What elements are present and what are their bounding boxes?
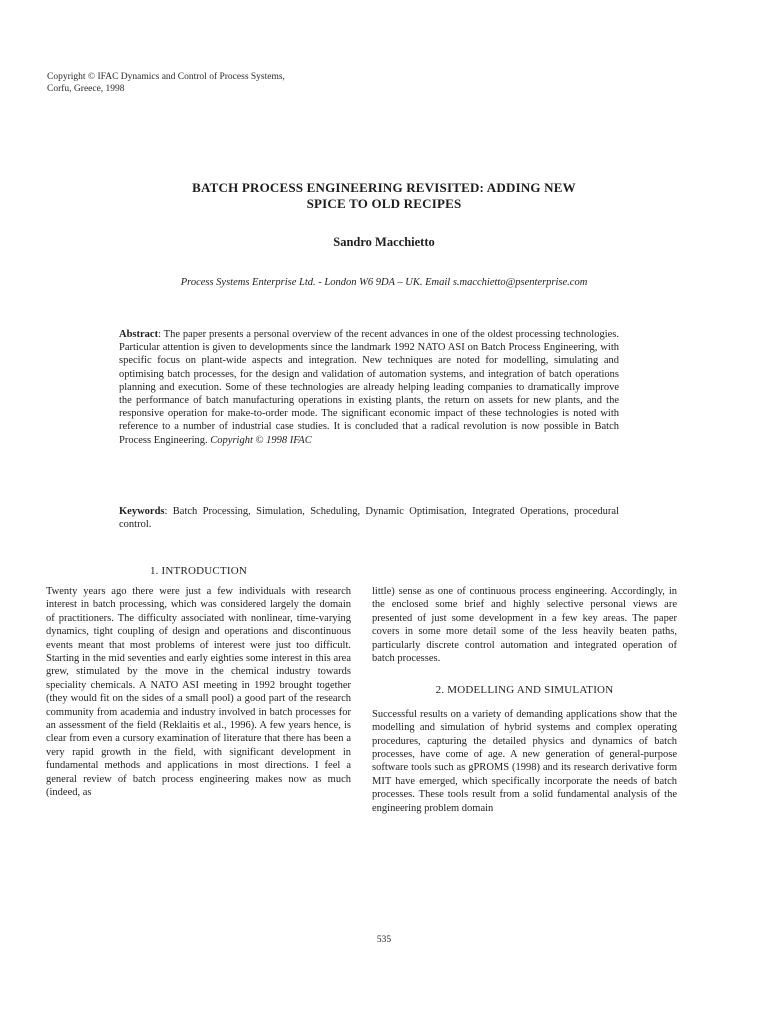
- section-title-modelling: 2. MODELLING AND SIMULATION: [435, 684, 614, 697]
- author-name: Sandro Macchietto: [333, 235, 435, 249]
- keywords-block: [119, 505, 619, 531]
- title-line-2: SPICE TO OLD RECIPES: [306, 196, 462, 211]
- copyright-notice: [47, 71, 285, 95]
- title-line-1: BATCH PROCESS ENGINEERING REVISITED: ADDING NEW: [192, 180, 576, 195]
- author-affiliation: Process Systems Enterprise Ltd. - London W6 9DA – UK. Email s.macchietto@psenterprise.com: [180, 277, 588, 288]
- abstract-label: Abstract: [119, 329, 159, 340]
- introduction-text: Twenty years ago there were just a few individuals with research interest in batch processing, which was considered largely the domain of practitioners. The difficulty associated with nonlinear, time-varying dynamics, tight coupling of design and operations and discontinuous events meant that most problems of interest were just too difficult. Starting in the mid seventies and early eighties some interest in this area grew, stimulated by the move in the chemical industry towards speciality chemicals. A NATO ASI meeting in 1992 brought together (they would fit on the sides of a small pool) a good part of the research community from academia and industry involved in batch processes for an assessment of the field (Reklaitis et al., 1996). A few years hence, is clear from even a cursory examination of literature that there has been a very rapid growth in the field, with significant development in fundamental methods and applications in most directions. I feel a general review of batch process engineering makes now as much (indeed, as: [46, 586, 351, 799]
- copyright-line-1: Copyright © IFAC Dynamics and Control of Process Systems,: [47, 72, 285, 82]
- copyright-line-2: Corfu, Greece, 1998: [47, 84, 125, 94]
- abstract-text: : The paper presents a personal overview of the recent advances in one of the oldest processing technologies. Particular attention is given to developments since the landmark 1992 NATO ASI on Batch Process Engineering, with specific focus on plant-wide aspects and integration. New techniques are noted for modelling, simulating and optimising batch processes, for the design and validation of automation systems, and integration of batch operations planning and execution. Some of these technologies are already helping leading companies to dramatically improve the performance of batch manufacturing operations in existing plants, the return on assets for new plants, and the responsive operation for make-to-order mode. The significant economic impact of these technologies is noted with reference to a number of industrial case studies. It is concluded that a radical revolution is now possible in Batch Process Engineering.: [119, 329, 619, 446]
- abstract-block: [119, 328, 619, 447]
- right-column: [372, 585, 677, 815]
- abstract-copyright: Copyright © 1998 IFAC: [210, 434, 312, 446]
- keywords-text: : Batch Processing, Simulation, Scheduling, Dynamic Optimisation, Integrated Operations, procedural control.: [119, 506, 619, 531]
- section-title-introduction: 1. INTRODUCTION: [149, 565, 248, 577]
- paper-title: [100, 180, 668, 212]
- introduction-continued-text: little) sense as one of continuous process engineering. Accordingly, in the enclosed some brief and highly selective personal views are presented of just some development in a few key areas. The paper covers in some more detail some of the less heavily beaten paths, particularly discrete control automation and integrated operation of batch processes.: [372, 586, 677, 665]
- page-number: 535: [376, 935, 392, 945]
- modelling-text: Successful results on a variety of demanding applications show that the modelling and simulation of hybrid systems and complex operating procedures, capturing the detailed physics and dynamics of batch processes, have come of age. A new generation of general-purpose software tools such as gPROMS (1998) and its research derivative form MIT have emerged, which specifically incorporate the needs of batch processes. These tools result from a solid fundamental analysis of the engineering problem domain: [372, 708, 677, 814]
- keywords-label: Keywords: [119, 506, 165, 517]
